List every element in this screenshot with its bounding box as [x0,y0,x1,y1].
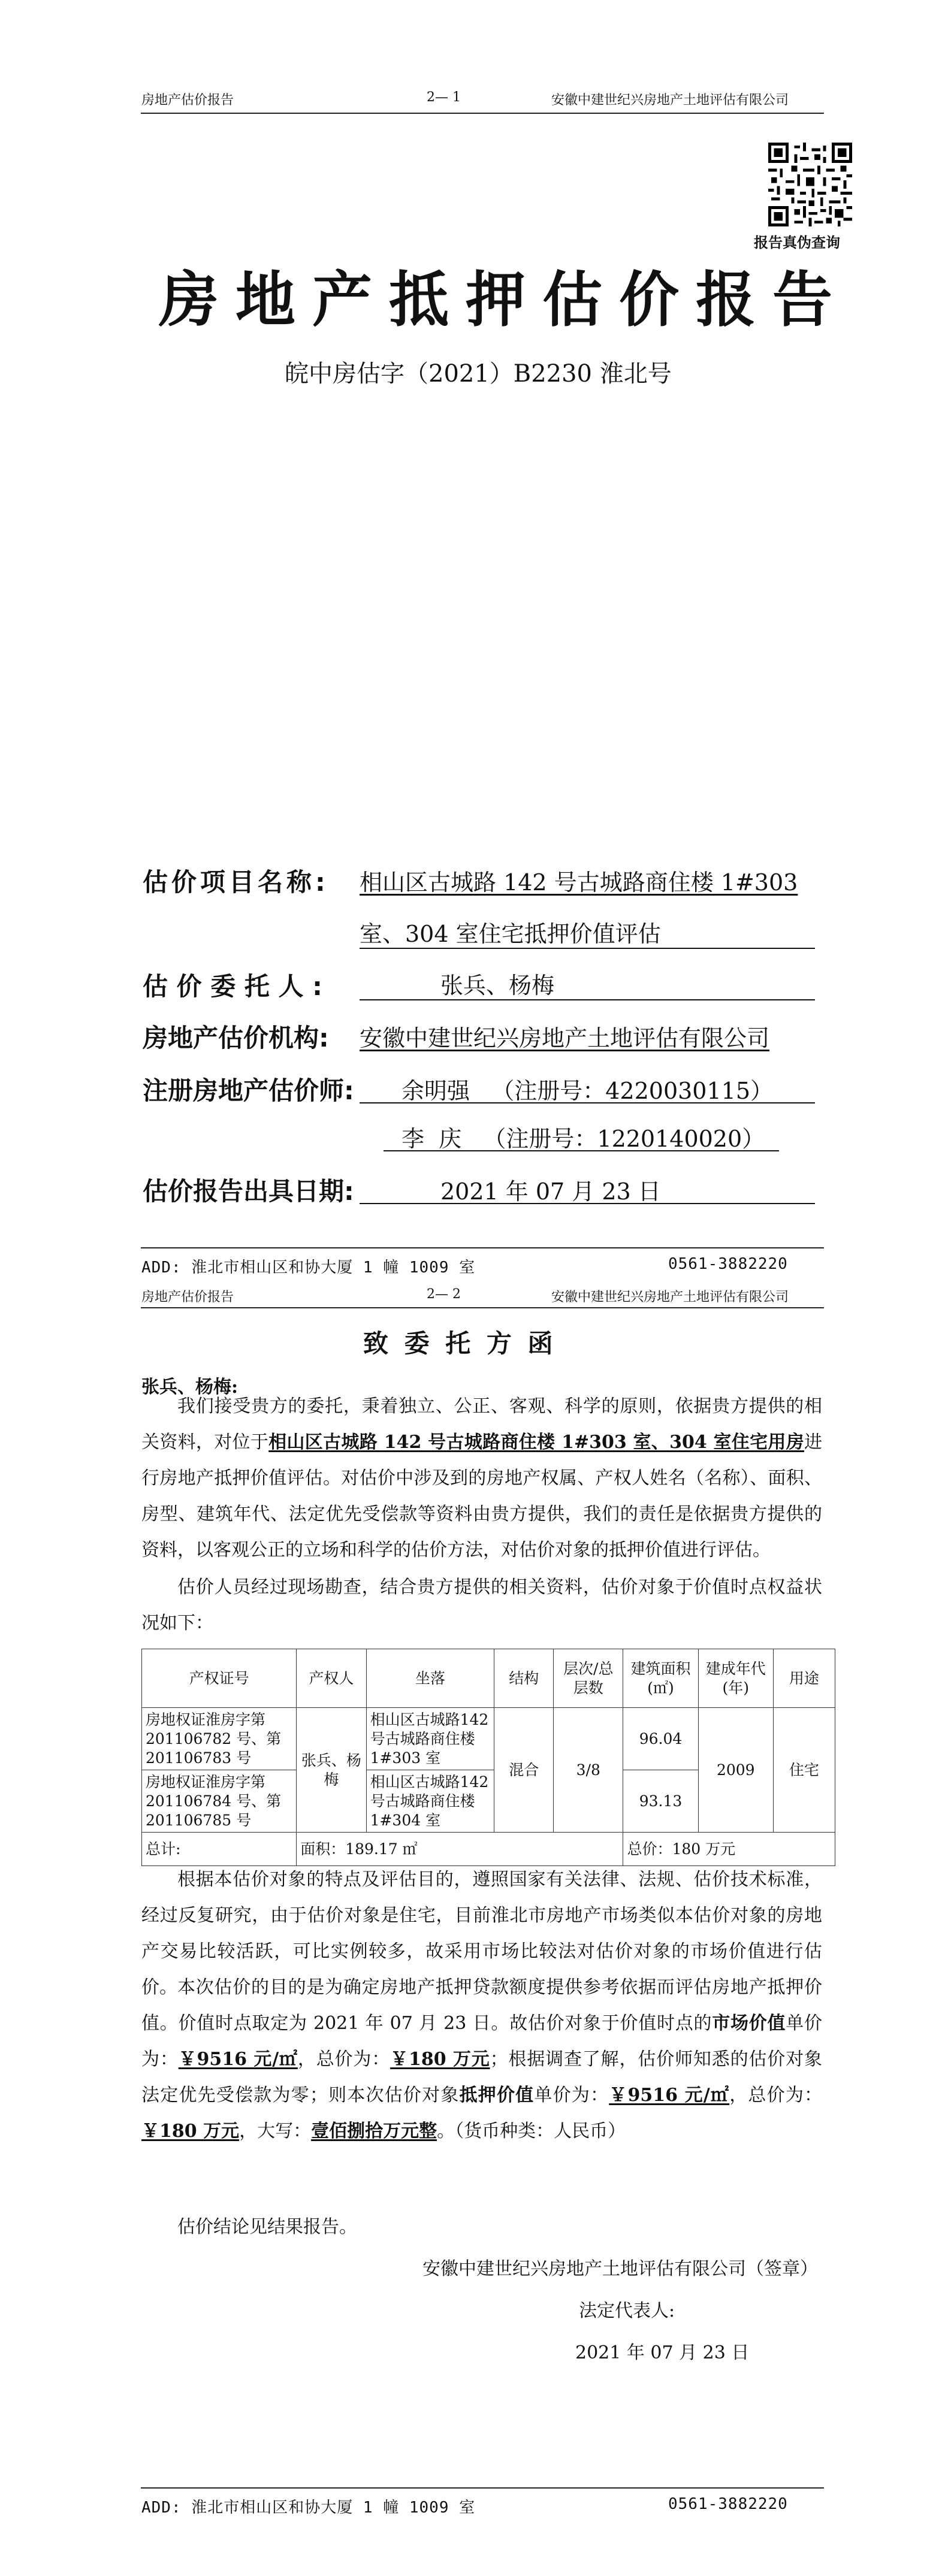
location-cell: 相山区古城路142 号古城路商住楼 1#303 室 [366,1708,494,1770]
table-header: 产权证号 [142,1649,297,1708]
table-header: 用途 [773,1649,835,1708]
paragraph-4: 本次估价的目的是为确定房地产抵押贷款额度提供参考依据而评估房地产抵押价值。价值时点取定为 2021 年 07 月 23 日。故估价对象于价值时点的市场价值单价为：￥9516 元/㎡，总价为：￥180 万元；根据调查了解，估价师知悉的估价对象法定优先受偿款为零；则本次估价对象抵押价值单价为：￥9516 元/㎡，总价为：￥180 万元，大写：壹佰捌拾万元整。（货币种类：人民币） [141,1977,823,2142]
area-cell: 93.13 [623,1770,698,1833]
footer-rule [141,2487,824,2489]
appraiser-2: 李 庆 （注册号：1220140020） [401,1126,765,1152]
appraiser-1: 余明强 （注册号：4220030115） [401,1078,774,1104]
client-value: 张兵、杨梅 [440,972,555,999]
date-value: 2021 年 07 月 23 日 [440,1178,661,1205]
document-number: 皖中房估字（2021）B2230 淮北号 [285,360,672,388]
paragraph-3: 根据本估价对象的特点及评估目的，遵照国家有关法律、法规、估价技术标准，经过反复研究，由于估价对象是住宅，目前淮北市房地产市场类似本估价对象的房地产交易比较活跃，可比实例较多，故采用市场比较法对估价对象的市场价值进行估价。 [141,1869,822,1998]
cert-number-cell: 房地权证淮房字第201106784 号、第201106785 号 [142,1770,297,1833]
client-label: 估 价 委 托 人 : [143,972,322,1001]
table-header: 坐落 [366,1649,494,1708]
qr-caption: 报告真伪查询 [754,234,840,251]
salutation: 张兵、杨梅: [141,1377,238,1398]
table-row [142,1708,835,1770]
footer-address: ADD: 淮北市相山区和协大厦 1 幢 1009 室 [141,2499,476,2517]
property-table [141,1649,835,1866]
qr-code-icon[interactable] [768,143,852,226]
structure-cell: 混合 [494,1708,554,1833]
agency-value: 安徽中建世纪兴房地产土地评估有限公司 [360,1025,770,1051]
signature-representative: 法定代表人: [579,2300,675,2321]
table-header: 结构 [494,1649,554,1708]
report-title: 房地产抵押估价报告 [159,264,849,335]
client-underline [360,999,815,1000]
total-area: 面积：189.17 ㎡ [297,1833,623,1866]
header-rule [141,113,824,114]
letter-title: 致 委 托 方 函 [363,1329,557,1358]
date-label: 估价报告出具日期: [143,1177,354,1206]
signature-company: 安徽中建世纪兴房地产土地评估有限公司（签章） [422,2258,818,2279]
project-name-line2: 室、304 室住宅抵押价值评估 [360,921,661,947]
area-cell: 96.04 [623,1708,698,1770]
project-name-line1: 相山区古城路 142 号古城路商住楼 1#303 [360,869,798,896]
table-header: 层次/总层数 [554,1649,623,1708]
agency-label: 房地产估价机构: [143,1023,329,1053]
appraiser-label: 注册房地产估价师: [143,1076,354,1105]
cert-number-cell: 房地权证淮房字第201106782 号、第201106783 号 [142,1708,297,1770]
appraiser1-underline [360,1102,815,1103]
project-name-label: 估价项目名称: [143,867,329,897]
paragraph-1: 我们接受贵方的委托，秉着独立、公正、客观、科学的原则，依据贵方提供的相关资料，对位于相山区古城路 142 号古城路商住楼 1#303 室、304 室住宅用房进行房地产抵押价值评估。对估价中涉及到的房地产权属、产权人姓名（名称）、面积、房型、建筑年代、法定优先受偿款等资料由贵方提供，我们的责任是依据贵方提供的资料，以客观公正的立场和科学的估价方法，对估价对象的抵押价值进行评估。 [141,1396,822,1561]
header-rule [141,1307,824,1308]
total-label: 总计: [142,1833,297,1866]
year-cell: 2009 [698,1708,773,1833]
table-total-row [142,1833,835,1866]
header-page-number: 2— 2 [427,1287,461,1302]
date-underline [360,1203,815,1204]
header-right: 安徽中建世纪兴房地产土地评估有限公司 [551,93,789,108]
header-right: 安徽中建世纪兴房地产土地评估有限公司 [551,1290,789,1305]
footer-phone: 0561-3882220 [668,1255,788,1273]
conclusion: 估价结论见结果报告。 [177,2217,357,2238]
owner-cell: 张兵、杨梅 [297,1708,366,1833]
header-page-number: 2— 1 [427,90,461,105]
total-price: 总价：180 万元 [623,1833,835,1866]
table-header: 产权人 [297,1649,366,1708]
footer-address: ADD: 淮北市相山区和协大厦 1 幢 1009 室 [141,1259,476,1277]
footer-phone: 0561-3882220 [668,2495,788,2513]
footer-rule [141,1247,824,1248]
appraiser2-underline [384,1150,779,1151]
signature-date: 2021 年 07 月 23 日 [575,2342,750,2363]
header-left: 房地产估价报告 [141,1290,234,1305]
location-cell: 相山区古城路142 号古城路商住楼 1#304 室 [366,1770,494,1833]
table-header: 建成年代(年) [698,1649,773,1708]
project-underline [360,948,815,949]
table-header: 建筑面积(㎡) [623,1649,698,1708]
table-header-row [142,1649,835,1708]
use-cell: 住宅 [773,1708,835,1833]
header-left: 房地产估价报告 [141,93,234,108]
floors-cell: 3/8 [554,1708,623,1833]
paragraph-2: 估价人员经过现场勘查，结合贵方提供的相关资料，估价对象于价值时点权益状况如下： [141,1577,822,1634]
